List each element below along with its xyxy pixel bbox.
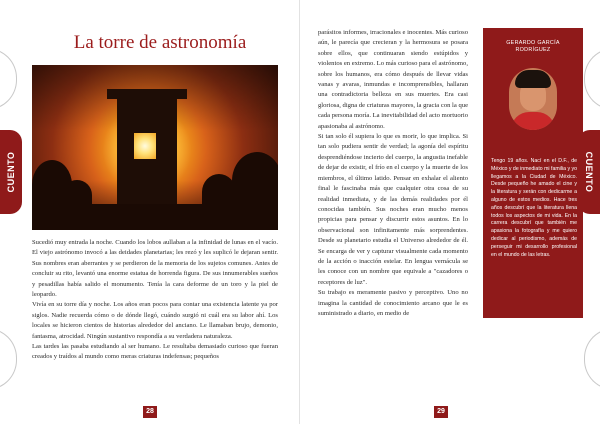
left-body-text — [32, 238, 278, 363]
section-tab — [0, 130, 22, 214]
decorative-curve — [0, 48, 17, 110]
author-photo — [509, 68, 557, 130]
author-bio: Tengo 19 años. Nací en el D.F., de México y de inmediato mi familia y yo llegamos a la Ciudad de México. Desde pequeño he amado el cine y la literatura y serán con dedicarme a alguno de estos medios. Hace tres años descubrí que la literatura llena todos los aspectos de mi vida. En la carrera descubrí que también me apasiona la fotografía y me quiero dedicar al periodismo, además de perseguir mi desarrollo profesional en el mundo de las letras. — [491, 158, 577, 258]
author-name: GERARDO GARCÍA RODRÍGUEZ — [506, 40, 560, 53]
decorative-curve — [0, 328, 17, 390]
section-tab-label: CUENTO — [584, 151, 594, 193]
paragraph: Las tardes las pasaba estudiando al ser humano. Le resultaba demasiado curioso que fueran creados y traídos al mundo como meras criaturas indefensas; pequeños — [32, 343, 278, 361]
article-photo — [32, 65, 278, 230]
section-tab-label: CUENTO — [6, 151, 16, 193]
decorative-curve — [584, 48, 600, 110]
article-title: La torre de astronomía — [73, 32, 247, 53]
right-page — [300, 0, 600, 424]
page-number: 29 — [434, 406, 448, 418]
decorative-curve — [584, 328, 600, 390]
right-body-text — [318, 28, 468, 319]
section-tab — [578, 130, 600, 214]
paragraph: Si tan solo él supiera lo que es morir, lo que implica. Si tan solo pudiera sentir de verdad; la agonía del espíritu desprendiéndose incierto del cuerpo, la angustia inefable de dejar de existir, el frío en el cuerpo y la muerte de los miembros, el último latido. Pensar en exhalar el aliento final le fascinaba más que cualquier otra cosa de su realidad inmediata, y de las demás realidades por él conocidas también. Sus noches eran mucho menos propicias para pensar y discurrir estos asuntos. En lo observacional son infinitamente más sorprendentes. Desde su planetario estudia el Universo alrededor de él. Se encarga de ver y capturar visualmente cada momento de la acción o inacción estelar. En lengua vernácula se les conoce con un nombre que equivale a "cazadores o receptores de luz". — [318, 133, 468, 286]
author-box — [483, 28, 583, 318]
page-number: 28 — [143, 406, 157, 418]
paragraph: Su trabajo es meramente pasivo y perceptivo. Uno no imagina la cantidad de conocimiento arcano que le es suministrado a diario, en medio de — [318, 289, 468, 317]
paragraph: Sucedió muy entrada la noche. Cuando los lobos aullaban a la infinidad de lunas en el vacío. El viejo astrónomo invocó a las deidades planetarias; les rezó y les suplicó le dejaran sentir. Sus nombres eran aberrantes y se perdieron de la memoria de los sujetos comunes. Antes de concluir su rito, levantó una enorme estatua de horrenda figura. De sus innumerables sueños y pesadillas había salido el monumento. Tenía la cara deforme de un toro y la piel de leopardo. — [32, 239, 278, 299]
paragraph: Vivía en su torre día y noche. Los años eran pocos para contar una existencia latente ya por siglos. Nadie recuerda cómo o de dónde llegó, cuándo surgió ni cuál era su labor ahí. Los locales se hicieron cientos de historias alrededor del anciano. Le llamaban brujo, demonio, fantasma, atrocidad. Ningún sustantivo respondía a su verdadera naturaleza. — [32, 301, 278, 340]
paragraph: parásitos informes, irracionales e inocentes. Más curioso aún, le parecía que crecieran y la hermosura se posara sobre ellos, que continuaran siendo estúpidos y violentos en extremo. Lo más curioso para el astrónomo, sobre los humanos, era cómo después de llevar vidas vanas y avaras, inmundas e incomprensibles, hallaran una contradictoria belleza en sus muertes. Era casi gloriosa, digna de criaturas mayores, la gracia con la que cada persona moría. La inevitabilidad del acto mortuorio apasionaba al astrónomo. — [318, 29, 468, 130]
